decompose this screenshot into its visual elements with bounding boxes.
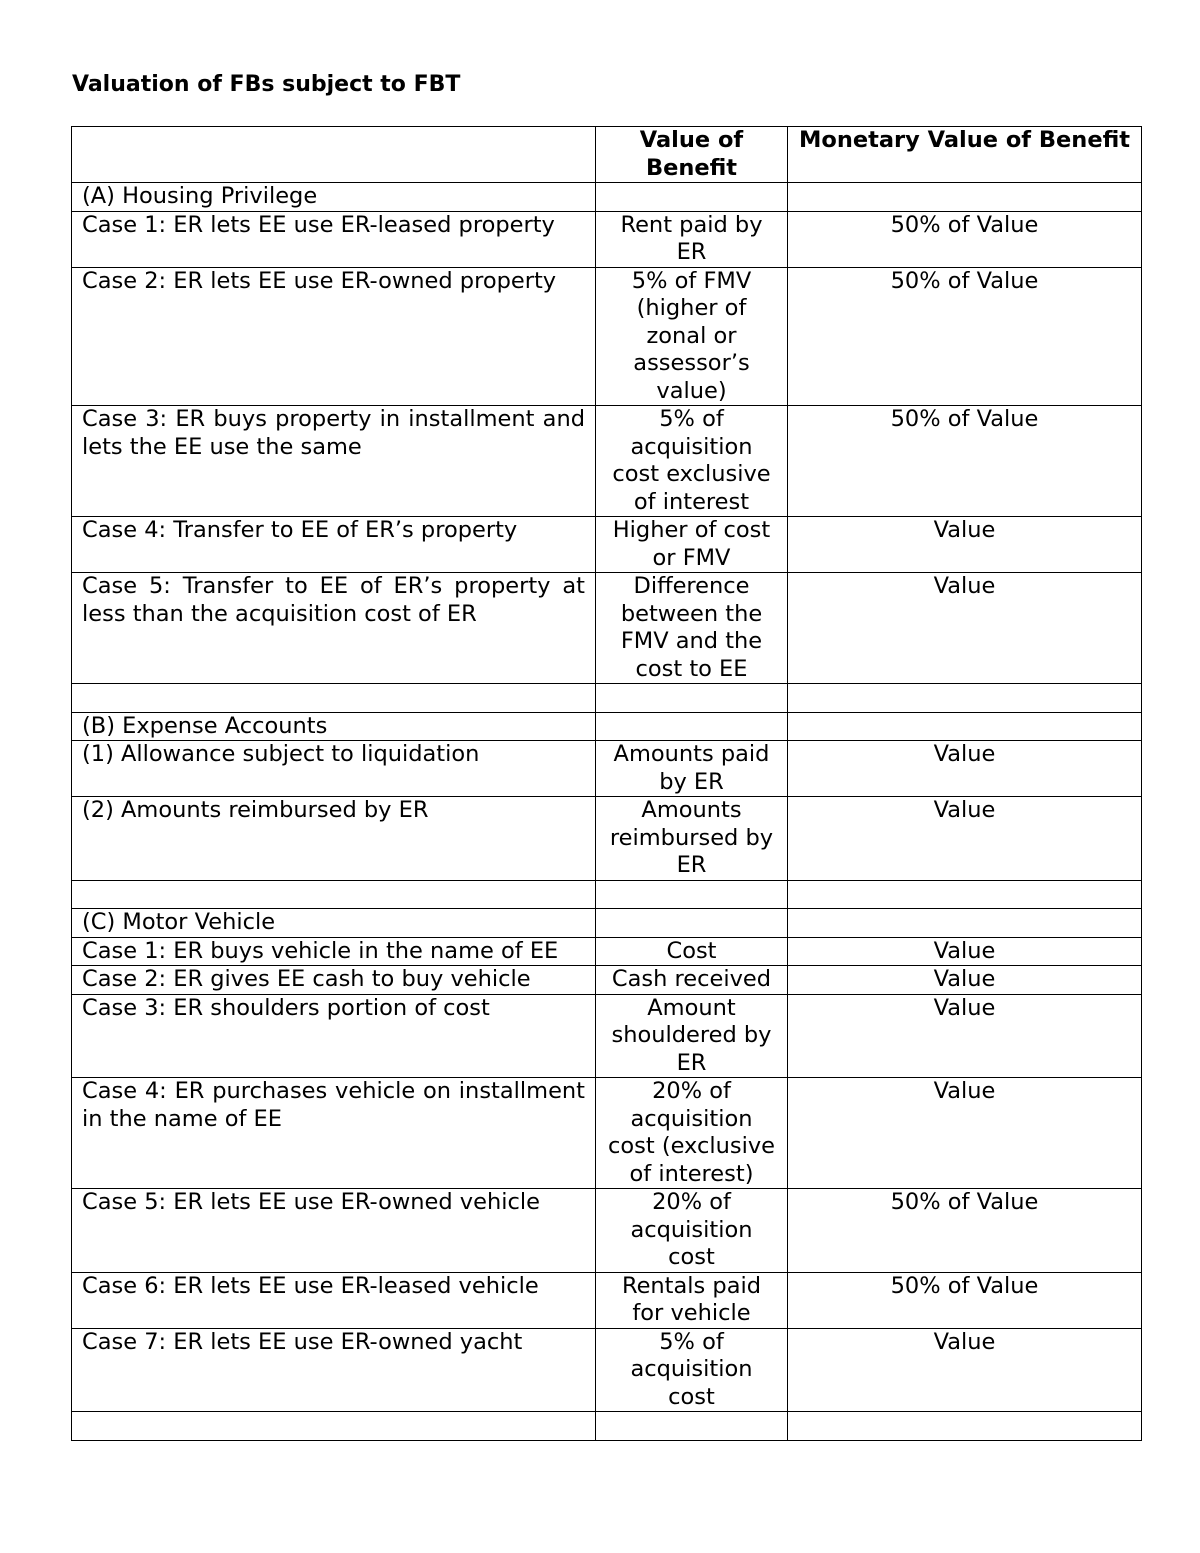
table-row — [72, 211, 1142, 267]
table-row — [72, 517, 1142, 573]
table-row — [72, 1078, 1142, 1189]
cell-monetary-value: Value — [788, 741, 1142, 797]
cell-monetary-value — [788, 684, 1142, 713]
header-cell-monetary-value: Monetary Value of Benefit — [788, 127, 1142, 183]
cell-monetary-value: Value — [788, 797, 1142, 881]
table-row — [72, 1328, 1142, 1412]
cell-monetary-value — [788, 712, 1142, 741]
cell-monetary-value: Value — [788, 573, 1142, 684]
cell-value-of-benefit — [596, 684, 788, 713]
cell-value-of-benefit: Rentals paid for vehicle — [596, 1272, 788, 1328]
fb-valuation-table — [71, 126, 1142, 1441]
cell-value-of-benefit — [596, 880, 788, 909]
cell-description: (A) Housing Privilege — [72, 183, 596, 212]
cell-description: (2) Amounts reimbursed by ER — [72, 797, 596, 881]
cell-value-of-benefit: Cash received — [596, 966, 788, 995]
cell-description — [72, 684, 596, 713]
cell-description: Case 1: ER lets EE use ER-leased property — [72, 211, 596, 267]
cell-description: Case 1: ER buys vehicle in the name of EE — [72, 937, 596, 966]
table-row — [72, 741, 1142, 797]
cell-value-of-benefit — [596, 1412, 788, 1441]
table-row — [72, 406, 1142, 517]
cell-description: Case 3: ER shoulders portion of cost — [72, 994, 596, 1078]
cell-description: Case 7: ER lets EE use ER-owned yacht — [72, 1328, 596, 1412]
cell-value-of-benefit: 20% of acquisition cost (exclusive of interest) — [596, 1078, 788, 1189]
cell-value-of-benefit: 5% of acquisition cost — [596, 1328, 788, 1412]
cell-monetary-value — [788, 880, 1142, 909]
cell-value-of-benefit: Amounts reimbursed by ER — [596, 797, 788, 881]
table-row — [72, 966, 1142, 995]
document-title: Valuation of FBs subject to FBT — [72, 72, 461, 97]
table-header-row — [72, 127, 1142, 183]
cell-value-of-benefit: Cost — [596, 937, 788, 966]
cell-value-of-benefit: 20% of acquisition cost — [596, 1189, 788, 1273]
cell-value-of-benefit: Difference between the FMV and the cost to EE — [596, 573, 788, 684]
cell-description: Case 4: ER purchases vehicle on installment in the name of EE — [72, 1078, 596, 1189]
cell-value-of-benefit — [596, 183, 788, 212]
cell-description: Case 3: ER buys property in installment and lets the EE use the same — [72, 406, 596, 517]
empty-row — [72, 880, 1142, 909]
cell-monetary-value: 50% of Value — [788, 406, 1142, 517]
header-cell-value-of-benefit: Value of Benefit — [596, 127, 788, 183]
cell-description: (1) Allowance subject to liquidation — [72, 741, 596, 797]
empty-row — [72, 684, 1142, 713]
cell-monetary-value: Value — [788, 994, 1142, 1078]
table-row — [72, 994, 1142, 1078]
table-row — [72, 1272, 1142, 1328]
cell-value-of-benefit: 5% of acquisition cost exclusive of interest — [596, 406, 788, 517]
cell-value-of-benefit: 5% of FMV (higher of zonal or assessor’s value) — [596, 267, 788, 406]
cell-value-of-benefit — [596, 909, 788, 938]
cell-description: (B) Expense Accounts — [72, 712, 596, 741]
cell-monetary-value: Value — [788, 1328, 1142, 1412]
cell-monetary-value: 50% of Value — [788, 267, 1142, 406]
section-row — [72, 712, 1142, 741]
cell-value-of-benefit: Higher of cost or FMV — [596, 517, 788, 573]
table-row — [72, 267, 1142, 406]
cell-value-of-benefit — [596, 712, 788, 741]
cell-monetary-value: 50% of Value — [788, 1272, 1142, 1328]
cell-monetary-value — [788, 183, 1142, 212]
cell-value-of-benefit: Amount shouldered by ER — [596, 994, 788, 1078]
cell-description — [72, 1412, 596, 1441]
cell-monetary-value: Value — [788, 966, 1142, 995]
cell-monetary-value: Value — [788, 1078, 1142, 1189]
cell-value-of-benefit: Rent paid by ER — [596, 211, 788, 267]
empty-row — [72, 1412, 1142, 1441]
cell-description: Case 6: ER lets EE use ER-leased vehicle — [72, 1272, 596, 1328]
cell-description: Case 5: ER lets EE use ER-owned vehicle — [72, 1189, 596, 1273]
cell-description: (C) Motor Vehicle — [72, 909, 596, 938]
cell-monetary-value — [788, 909, 1142, 938]
cell-value-of-benefit: Amounts paid by ER — [596, 741, 788, 797]
table-row — [72, 797, 1142, 881]
section-row — [72, 909, 1142, 938]
table-row — [72, 1189, 1142, 1273]
cell-description: Case 2: ER gives EE cash to buy vehicle — [72, 966, 596, 995]
cell-monetary-value: 50% of Value — [788, 1189, 1142, 1273]
table-row — [72, 573, 1142, 684]
cell-description: Case 4: Transfer to EE of ER’s property — [72, 517, 596, 573]
cell-description: Case 5: Transfer to EE of ER’s property at less than the acquisition cost of ER — [72, 573, 596, 684]
cell-description: Case 2: ER lets EE use ER-owned property — [72, 267, 596, 406]
section-row — [72, 183, 1142, 212]
table-row — [72, 937, 1142, 966]
cell-description — [72, 880, 596, 909]
cell-monetary-value: 50% of Value — [788, 211, 1142, 267]
header-cell-description — [72, 127, 596, 183]
cell-monetary-value — [788, 1412, 1142, 1441]
cell-monetary-value: Value — [788, 937, 1142, 966]
cell-monetary-value: Value — [788, 517, 1142, 573]
